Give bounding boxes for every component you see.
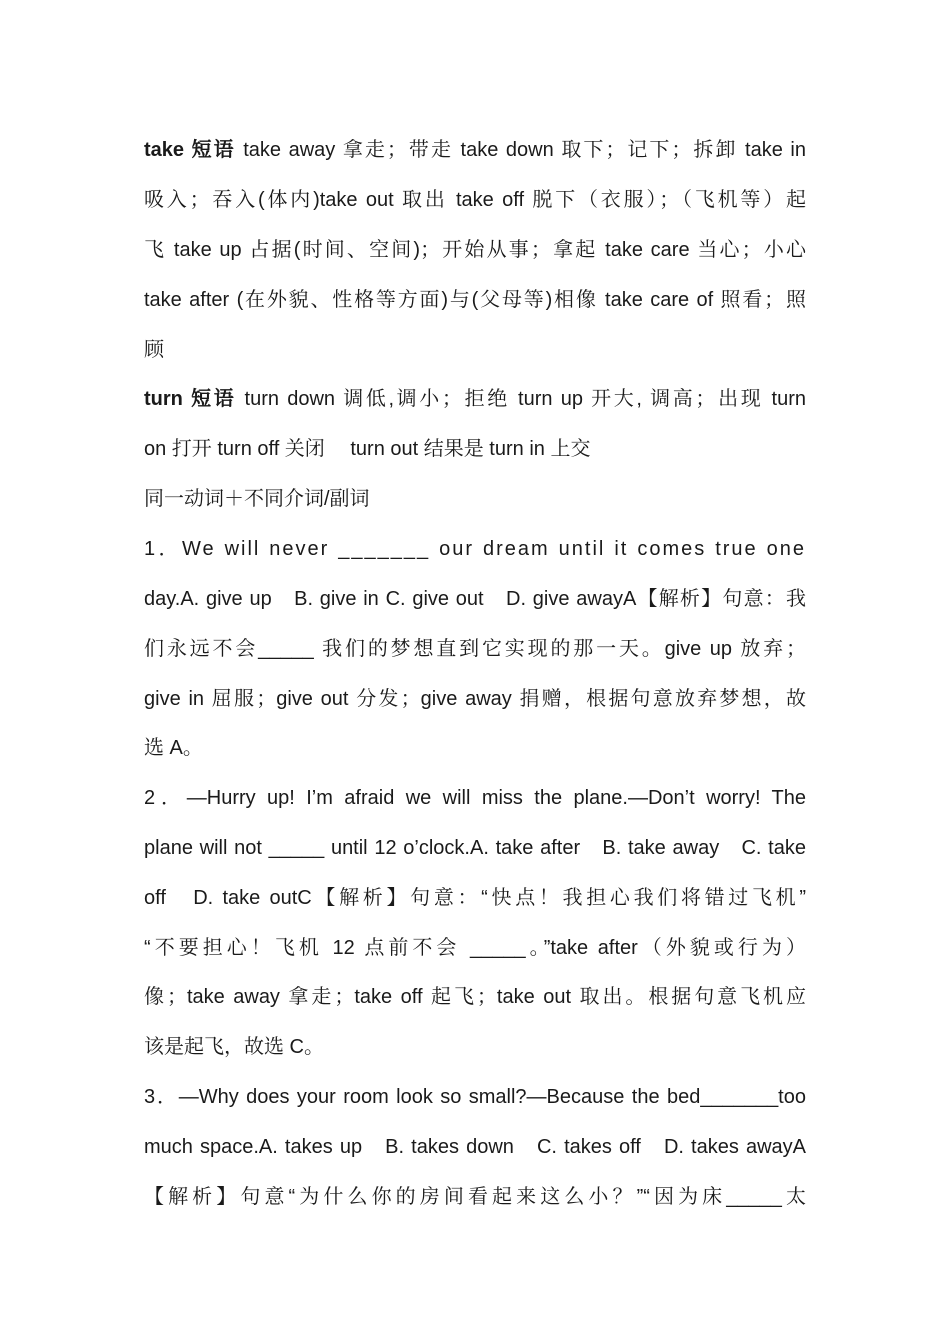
text-line [144,1172,806,1222]
line-text: much space.A. takes up B. takes down C. takes off D. takes awayA [144,1136,806,1158]
line-text: 顾 [144,339,164,361]
text-line [144,972,806,1022]
line-text: take after (在外貌、性格等方面)与(父母等)相像 take care of 照看；照 [144,289,806,311]
phrase-heading: turn 短语 [144,388,237,410]
text-line [144,225,806,275]
text-line [144,325,806,375]
text-line [144,823,806,873]
text-line [144,125,806,175]
line-text: take away 拿走；带走 take down 取下；记下；拆卸 take in [235,139,806,161]
line-text: 选 A。 [144,737,203,759]
line-text: “不要担心！飞机 12 点前不会 _____。”take after（外貌或行为） [144,937,806,959]
line-text: turn down 调低,调小；拒绝 turn up 开大, 调高；出现 turn [236,388,806,410]
text-line [144,1022,806,1072]
question-line [144,524,806,574]
line-text: 该是起飞，故选 C。 [144,1036,324,1058]
line-text: on 打开 turn off 关闭 turn out 结果是 turn in 上交 [144,438,591,460]
section-heading [144,474,806,524]
text-line [144,574,806,624]
line-text: 飞 take up 占据(时间、空间)；开始从事；拿起 take care 当心；小心 [144,239,806,261]
phrase-heading: take 短语 [144,139,236,161]
line-text: 们永远不会_____ 我们的梦想直到它实现的那一天。give up 放弃； [144,638,806,660]
text-line [144,1122,806,1172]
line-text: give in 屈服；give out 分发；give away 捐赠，根据句意放弃梦想，故 [144,688,806,710]
text-line [144,624,806,674]
line-text: plane will not _____ until 12 o’clock.A. take after B. take away C. take [144,837,806,859]
question-line [144,773,806,823]
line-text: 1．We will never _______ our dream until it comes true one [144,538,806,560]
text-line [144,275,806,325]
line-text: day.A. give up B. give in C. give out D. give awayA【解析】句意：我 [144,588,806,610]
text-line [144,175,806,225]
text-line [144,723,806,773]
line-text: 2．—Hurry up! I’m afraid we will miss the plane.—Don’t worry! The [144,787,806,809]
text-line [144,873,806,923]
line-text: 【解析】句意“为什么你的房间看起来这么小？”“因为床_____太 [144,1186,806,1208]
line-text: off D. take outC【解析】句意：“快点！我担心我们将错过飞机” [144,887,806,909]
text-line [144,923,806,973]
question-line [144,1072,806,1122]
text-line [144,374,806,424]
line-text: 吸入；吞入(体内)take out 取出 take off 脱下（衣服）；（飞机等）起 [144,189,806,211]
line-text: 同一动词＋不同介词/副词 [144,488,370,510]
line-text: 3．—Why does your room look so small?—Because the bed_______too [144,1086,806,1108]
text-line [144,424,806,474]
line-text: 像；take away 拿走；take off 起飞；take out 取出。根据句意飞机应 [144,986,806,1008]
text-line [144,674,806,724]
